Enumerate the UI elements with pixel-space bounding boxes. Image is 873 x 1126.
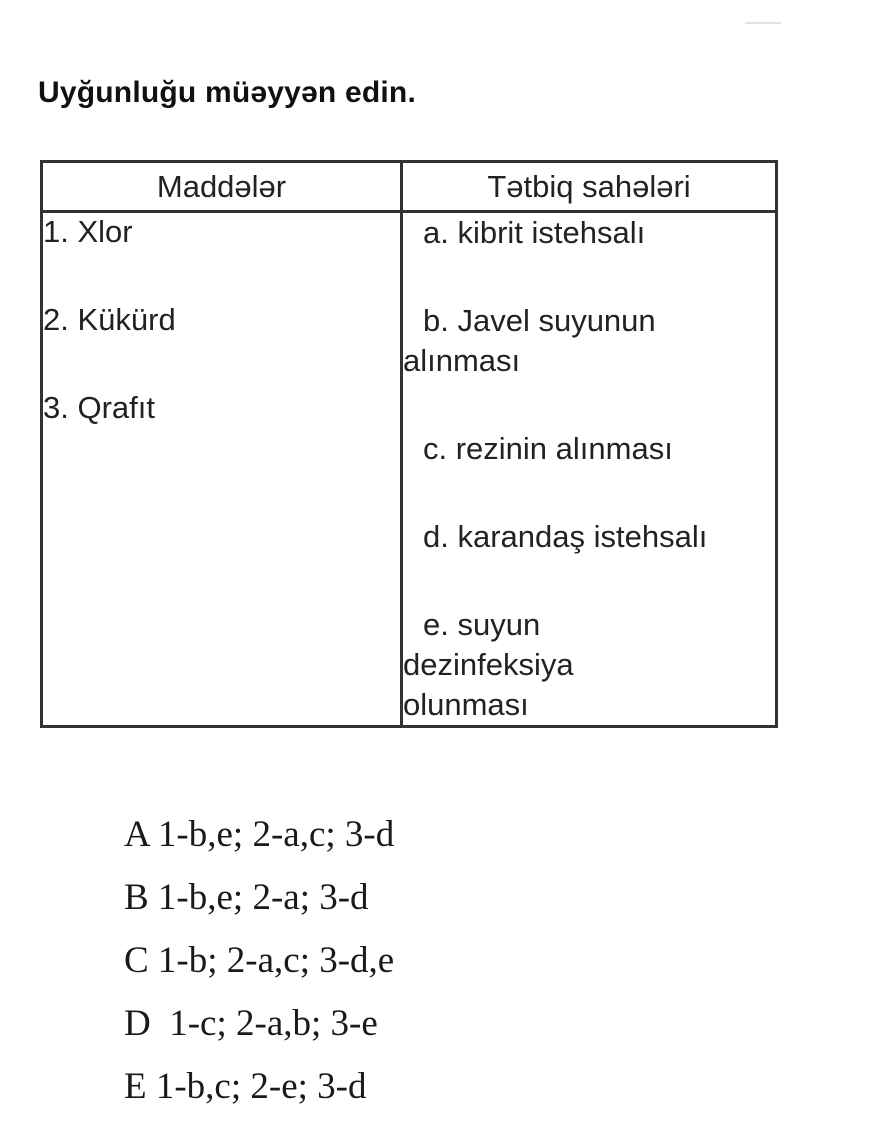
substance-item: 2. Kükürd — [43, 302, 176, 337]
table-body-row — [42, 212, 777, 727]
application-item: c. rezinin alınması — [423, 431, 673, 466]
answer-option-b[interactable]: B 1-b,e; 2-a; 3-d — [124, 877, 369, 918]
question-title: Uyğunluğu müəyyən edin. — [38, 76, 416, 109]
substance-item: 3. Qrafıt — [43, 390, 155, 425]
top-divider-mark — [745, 22, 781, 24]
header-substances: Maddələr — [42, 162, 402, 212]
header-applications: Tətbiq sahələri — [402, 162, 777, 212]
answer-option-c[interactable]: C 1-b; 2-a,c; 3-d,e — [124, 940, 395, 981]
table-header-row — [42, 162, 777, 212]
matching-table — [40, 160, 778, 728]
application-item: b. Javel suyunun alınması — [403, 303, 656, 378]
application-item: d. karandaş istehsalı — [423, 519, 708, 554]
applications-cell — [402, 212, 777, 727]
answer-option-d[interactable]: D 1-c; 2-a,b; 3-e — [124, 1003, 378, 1044]
answer-option-a[interactable]: A 1-b,e; 2-a,c; 3-d — [124, 814, 395, 855]
answer-options — [124, 810, 394, 1125]
application-item: a. kibrit istehsalı — [423, 215, 646, 250]
application-item: e. suyun dezinfeksiya olunması — [403, 607, 574, 722]
substance-item: 1. Xlor — [43, 214, 133, 249]
substances-cell — [42, 212, 402, 727]
answer-option-e[interactable]: E 1-b,c; 2-e; 3-d — [124, 1066, 367, 1107]
